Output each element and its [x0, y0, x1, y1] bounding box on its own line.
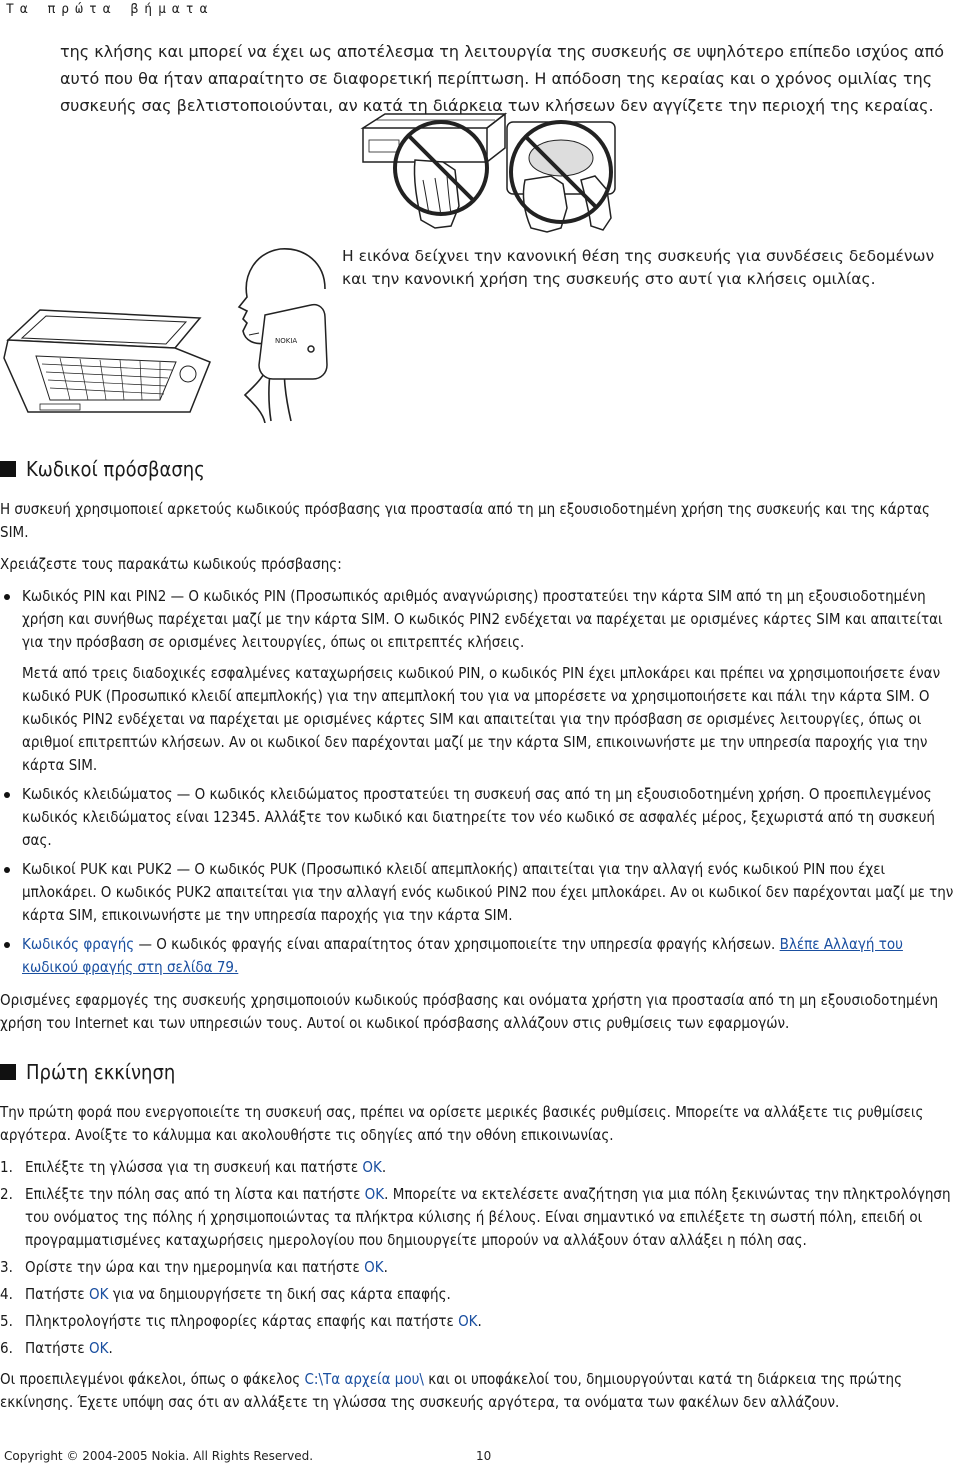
folder-path: C:\Τα αρχεία μου\: [304, 1370, 424, 1388]
paragraph: Οι προεπιλεγμένοι φάκελοι, όπως ο φάκελος C:\Τα αρχεία μου\ και οι υποφάκελοί του, δημιουργούνται κατά τη διάρκεια της πρώτης εκκίνησης. Έχετε υπόψη σας ότι αν αλλάξετε τη γλώσσα της συσκευής αργότερα, τα ονόματα των φακέλων δεν αλλάζουν.: [0, 1370, 903, 1411]
step-item: 2. Επιλέξτε την πόλη σας από τη λίστα και πατήστε OK. Μπορείτε να εκτελέσετε αναζήτηση για μια πόλη ξεκινώντας την πληκτρολόγηση του ονόματος της πόλης ή χρησιμοποιώντας τα πλήκτρα κύλισης ή βέλους. Είναι σημαντικό να επιλέξετε τη σωστή πόλη, επειδή οι προγραμματισμένες καταχωρήσεις ημερολογίου που δημιουργείτε μπορούν να αλλάξουν όταν αλλάξει η πόλη σας.: [0, 1185, 951, 1249]
section-heading-first-startup: Πρώτη εκκίνηση: [0, 1057, 960, 1087]
section-access-codes: [0, 454, 960, 1035]
step-item: 4. Πατήστε OK για να δημιουργήσετε τη δική σας κάρτα επαφής.: [0, 1285, 451, 1303]
phone-device: [259, 305, 327, 379]
ok-softkey-label: OK: [88, 1285, 109, 1303]
list-item: Κωδικοί PUK και PUK2 — Ο κωδικός PUK (Προσωπικό κλειδί απεμπλοκής) απαιτείται για την αλλαγή ενός κωδικού PIN που έχει μπλοκάρει. Ο κωδικός PUK2 απαιτείται για την αλλαγή ενός κωδικού PIN2 που έχει μπλοκάρει. Αν οι κωδικοί δεν παρέχονται μαζί με την κάρτα SIM, επικοινωνήστε με την υπηρεσία παροχής για την κάρτα SIM.: [0, 858, 960, 927]
device-closed-illustration: [363, 114, 505, 228]
cross-reference-link[interactable]: Βλέπε Αλλαγή του κωδικού φραγής στη σελίδα 79.: [22, 935, 903, 976]
phone-at-ear-illustration: [225, 245, 340, 423]
figure-caption: Η εικόνα δείχνει την κανονική θέση της συσκευής για συνδέσεις δεδομένων και την κανονική χρήση της συσκευής στο αυτί για κλήσεις ομιλίας.: [342, 247, 935, 288]
ok-softkey-label: OK: [364, 1185, 385, 1203]
paragraph: Ορισμένες εφαρμογές της συσκευής χρησιμοποιούν κωδικούς πρόσβασης και ονόματα χρήστη για προστασία από τη μη εξουσιοδοτημένη χρήση του Internet και των υπηρεσιών τους. Αυτοί οι κωδικοί πρόσβασης αλλάζουν στις ρυθμίσεις των εφαρμογών.: [0, 991, 938, 1032]
ok-softkey-label: OK: [364, 1258, 384, 1276]
prohibited-grip-illustration: [355, 110, 625, 235]
step-item: 3. Ορίστε την ώρα και την ημερομηνία και πατήστε OK.: [0, 1258, 388, 1276]
codes-list: [0, 585, 960, 979]
page-number: 10: [476, 1449, 492, 1463]
main-content: [0, 454, 960, 1423]
term-barring-code[interactable]: Κωδικός φραγής: [22, 935, 135, 953]
bullet-icon: [4, 594, 10, 600]
paragraph: Χρειάζεστε τους παρακάτω κωδικούς πρόσβασης:: [0, 555, 342, 573]
section-first-startup: [0, 1057, 960, 1414]
device-keyboard-base: [4, 340, 210, 412]
list-item: Κωδικός PIN και PIN2 — Ο κωδικός PIN (Προσωπικός αριθμός αναγνώρισης) προστατεύει την κάρτα SIM από τη μη εξουσιοδοτημένη χρήση και συνήθως παρέχεται μαζί με την κάρτα SIM. Ο κωδικός PIN2 ενδέχεται να παρέχεται με ορισμένες κάρτες SIM και απαιτείται για την πρόσβαση σε ορισμένες λειτουργίες, όπως οι επιτρεπτές κλήσεις. Μετά από τρεις διαδοχικές εσφαλμένες καταχωρήσεις κωδικού PIN, ο κωδικός PIN έχει μπλοκάρει και πρέπει να χρησιμοποιήσετε έναν κωδικό PUK (Προσωπικό κλειδί απεμπλοκής) για την απεμπλοκή του για να μπορέσετε να χρησιμοποιήσετε και πάλι την κάρτα SIM. Ο κωδικός PIN2 ενδέχεται να παρέχεται με ορισμένες κάρτες SIM και απαιτείται για την πρόσβαση σε ορισμένες λειτουργίες, όπως οι αριθμοί επιτρεπτών κλήσεων. Αν οι κωδικοί δεν παρέχονται μαζί με την κάρτα SIM, επικοινωνήστε με την υπηρεσία παροχής για την κάρτα SIM.: [0, 585, 960, 777]
step-item: 1. Επιλέξτε τη γλώσσα για τη συσκευή και πατήστε OK.: [0, 1158, 387, 1176]
bullet-icon: [4, 942, 10, 948]
bullet-icon: [4, 792, 10, 798]
open-device-illustration: [0, 300, 215, 420]
paragraph: Η συσκευή χρησιμοποιεί αρκετούς κωδικούς πρόσβασης για προστασία από τη μη εξουσιοδοτημένη χρήση της συσκευής και της κάρτας SIM.: [0, 500, 930, 541]
ok-softkey-label: OK: [88, 1339, 109, 1357]
step-item: 6. Πατήστε OK.: [0, 1339, 113, 1357]
section-square-icon: [0, 1064, 16, 1080]
page-footer: [4, 1449, 954, 1463]
section-heading-access-codes: Κωδικοί πρόσβασης: [0, 454, 960, 484]
ok-softkey-label: OK: [458, 1312, 478, 1330]
ok-softkey-label: OK: [362, 1158, 382, 1176]
list-item: Κωδικός κλειδώματος — Ο κωδικός κλειδώματος προστατεύει τη συσκευή σας από τη μη εξουσιοδοτημένη χρήση. Ο προεπιλεγμένος κωδικός κλειδώματος είναι 12345. Αλλάξτε τον κωδικό και διατηρείτε τον νέο κωδικό σε ασφαλές μέρος, ξεχωριστά από τη συσκευή σας.: [0, 783, 960, 852]
paragraph: Την πρώτη φορά που ενεργοποιείτε τη συσκευή σας, πρέπει να ορίσετε μερικές βασικές ρυθμίσεις. Μπορείτε να αλλάξετε τις ρυθμίσεις αργότερα. Ανοίξτε το κάλυμμα και ακολουθήστε τις οδηγίες από την οθόνη επικοινωνίας.: [0, 1103, 924, 1144]
running-header: Τα πρώτα βήματα: [6, 2, 214, 17]
step-item: 5. Πληκτρολογήστε τις πληροφορίες κάρτας επαφής και πατήστε OK.: [0, 1312, 482, 1330]
copyright-notice: Copyright © 2004-2005 Nokia. All Rights Reserved.: [4, 1449, 314, 1463]
section-square-icon: [0, 461, 16, 477]
list-item: Κωδικός φραγής — Ο κωδικός φραγής είναι απαραίτητος όταν χρησιμοποιείτε την υπηρεσία φραγής κλήσεων. Βλέπε Αλλαγή του κωδικού φραγής στη σελίδα 79.: [0, 933, 960, 979]
bullet-icon: [4, 867, 10, 873]
list-item-subparagraph: Μετά από τρεις διαδοχικές εσφαλμένες καταχωρήσεις κωδικού PIN, ο κωδικός PIN έχει μπλοκάρει και πρέπει να χρησιμοποιήσετε έναν κωδικό PUK (Προσωπικό κλειδί απεμπλοκής) για την απεμπλοκή του για να μπορέσετε να χρησιμοποιήσετε και πάλι την κάρτα SIM. Ο κωδικός PIN2 ενδέχεται να παρέχεται με ορισμένες κάρτες SIM και απαιτείται για την πρόσβαση σε ορισμένες λειτουργίες, όπως οι αριθμοί επιτρεπτών κλήσεων. Αν οι κωδικοί δεν παρέχονται μαζί με την κάρτα SIM, επικοινωνήστε με την υπηρεσία παροχής για την κάρτα SIM.: [22, 664, 941, 774]
startup-steps: [0, 1156, 960, 1360]
brand-label: NOKIA: [275, 337, 298, 345]
intro-paragraph: της κλήσης και μπορεί να έχει ως αποτέλεσμα τη λειτουργία της συσκευής σε υψηλότερο επίπεδο ισχύος από αυτό που θα ήταν απαραίτητο σε διαφορετική περίπτωση. Η απόδοση της κεραίας και ο χρόνος ομιλίας της συσκευής σας βελτιστοποιούνται, αν κατά τη διάρκεια των κλήσεων δεν αγγίζετε την περιοχή της κεραίας.: [60, 42, 945, 115]
